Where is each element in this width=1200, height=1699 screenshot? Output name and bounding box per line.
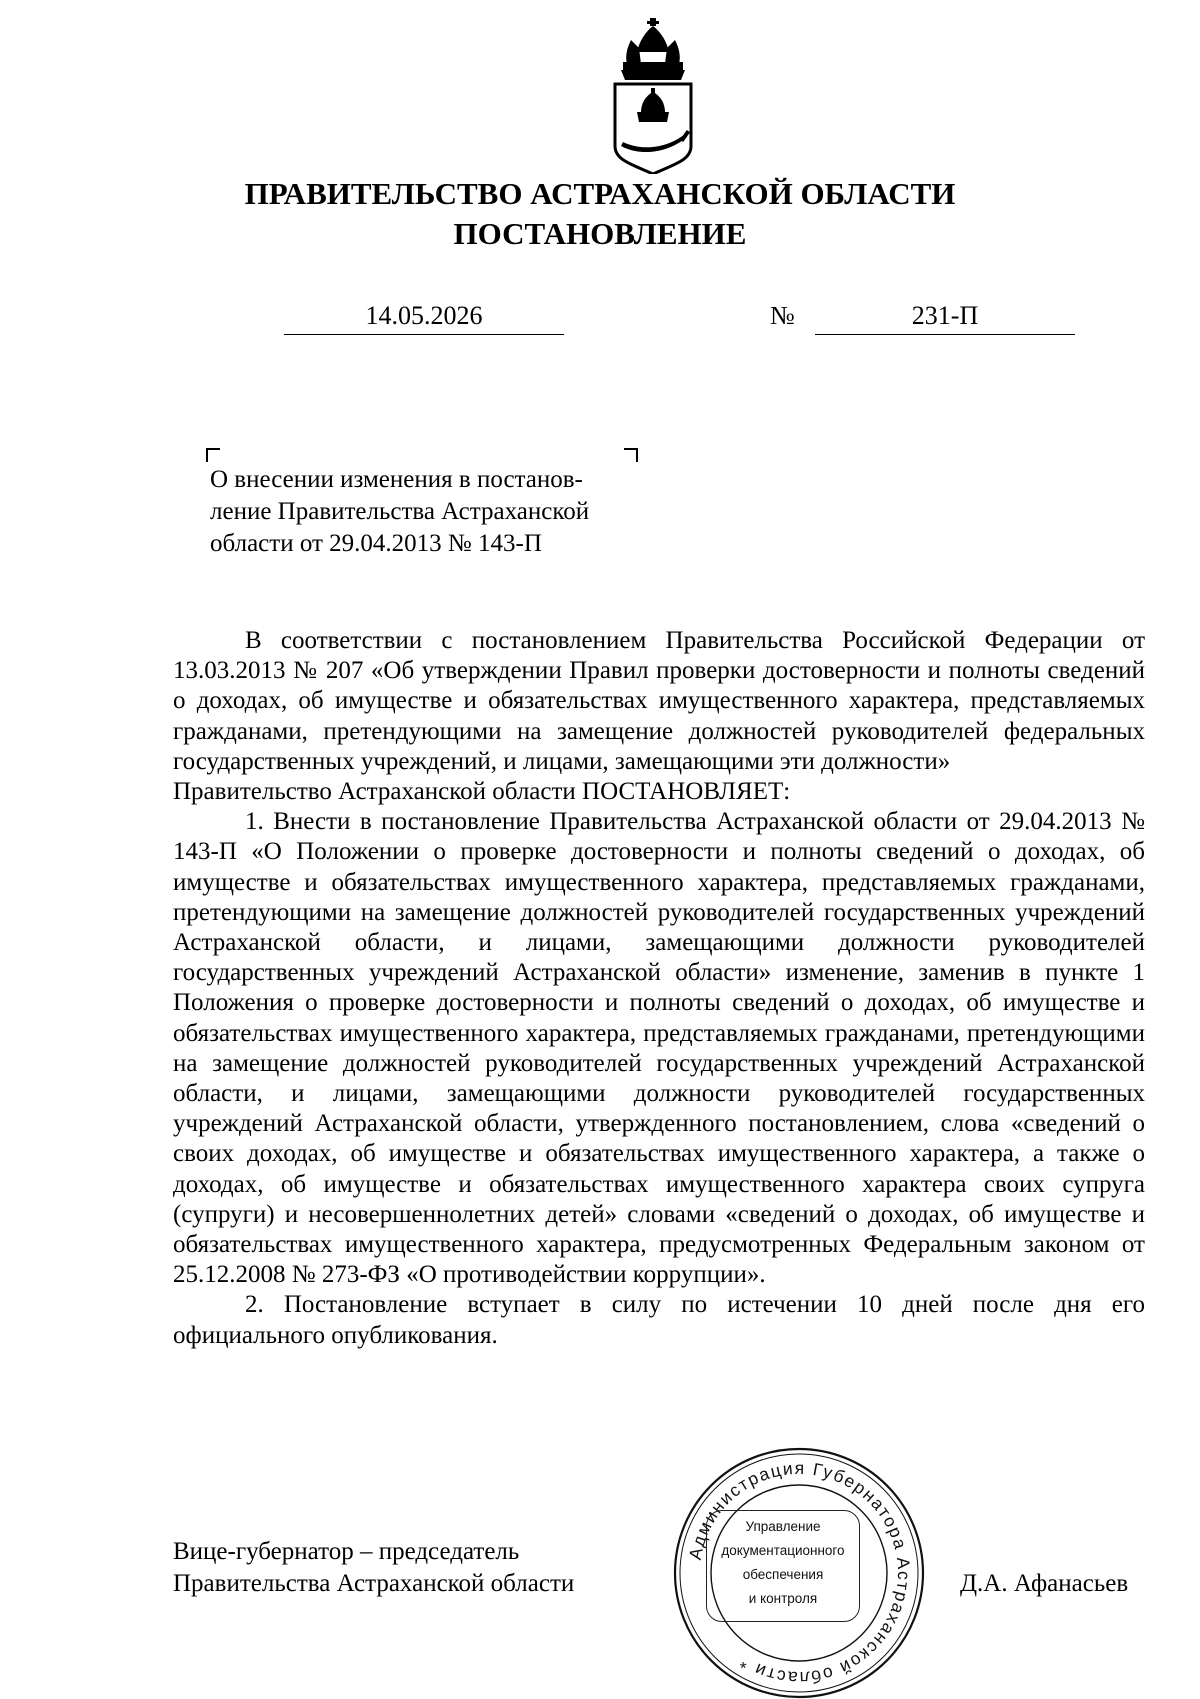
preamble-paragraph: В соответствии с постановлением Правительства Российской Федерации от 13.03.2013 № 207 «Об утверждении Правил проверки достоверности и полноты сведений о доходах, об имуществе и обязательствах имущественного характера, представляемых гражданами, претендующими на замещение должностей руководителей федеральных государственных учреждений, и лицами, замещающими эти должности»	[173, 627, 1145, 775]
signer-position: Вице-губернатор – председатель Правительства Астраханской области	[173, 1538, 575, 1597]
stamp-inner-line: Управление	[745, 1519, 821, 1534]
stamp-inner-box	[706, 1510, 860, 1622]
document-body	[173, 626, 1145, 1351]
document-subject: О внесении изменения в постанов- ление Правительства Астраханской области от 29.04.2013 № 143-П	[210, 466, 590, 557]
signer-name: Д.А. Афанасьев	[960, 1570, 1129, 1597]
government-title: ПРАВИТЕЛЬСТВО АСТРАХАНСКОЙ ОБЛАСТИ	[244, 176, 956, 211]
subject-corner-right	[624, 448, 638, 462]
item-2-paragraph: 2. Постановление вступает в силу по истечении 10 дней после дня его официального опубликования.	[173, 1291, 1145, 1349]
resolves-paragraph: Правительство Астраханской области ПОСТАНОВЛЯЕТ:	[173, 778, 791, 806]
subject-corner-left	[206, 448, 220, 462]
stamp-inner-line: документационного	[721, 1543, 845, 1558]
document-number: 231-П	[815, 300, 1075, 335]
coat-of-arms-icon	[605, 18, 701, 174]
document-date: 14.05.2026	[284, 300, 564, 335]
stamp-inner-line: и контроля	[748, 1591, 818, 1606]
stamp-outer-text: Администрация Губернатора Астраханской области *	[684, 1457, 915, 1689]
document-type: ПОСТАНОВЛЕНИЕ	[453, 216, 747, 251]
stamp-inner-line: обеспечения	[742, 1567, 824, 1582]
number-label: №	[770, 301, 795, 330]
item-1-paragraph: 1. Внести в постановление Правительства Астраханской области от 29.04.2013 № 143-П «О Положении о проверке достоверности и полноты сведений о доходах, об имуществе и обязательствах имущественного характера, представляемых гражданами, претендующими на замещение должностей руководителей государственных учреждений Астраханской области, и лицами, замещающими должности руководителей государственных учреждений Астраханской области» изменение, заменив в пункте 1 Положения о проверке достоверности и полноты сведений о доходах, об имуществе и обязательствах имущественного характера, представляемых гражданами, претендующими на замещение должностей руководителей государственных учреждений Астраханской области, и лицами, замещающими должности руководителей государственных учреждений Астраханской области, утвержденного постановлением, слова «сведений о своих доходах, об имуществе и обязательствах имущественного характера, а также о доходах, об имуществе и обязательствах имущественного характера своих супруга (супруги) и несовершеннолетних детей» словами «сведений о доходах, об имуществе и обязательствах имущественного характера, предусмотренных Федеральным законом от 25.12.2008 № 273-ФЗ «О противодействии коррупции».	[173, 808, 1145, 1289]
